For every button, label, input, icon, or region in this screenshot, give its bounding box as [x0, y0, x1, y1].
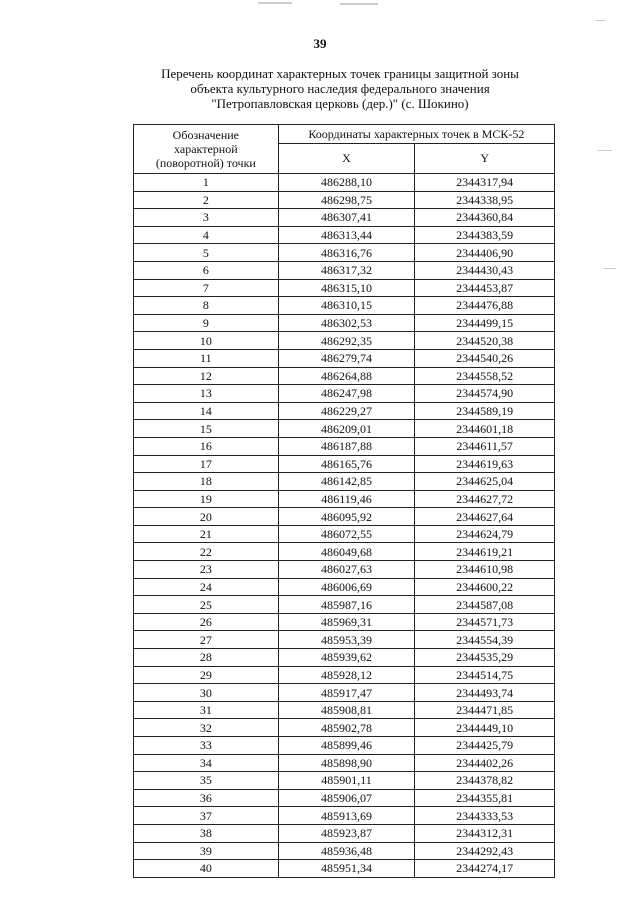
point-number-cell: 5 [134, 244, 279, 262]
y-coordinate-cell: 2344601,18 [415, 420, 555, 438]
x-coordinate-cell: 486247,98 [278, 385, 415, 403]
y-coordinate-cell: 2344610,98 [415, 561, 555, 579]
point-number-cell: 1 [134, 174, 279, 192]
x-coordinate-cell: 485951,34 [278, 860, 415, 878]
table-row [134, 473, 555, 491]
x-coordinate-cell: 486072,55 [278, 525, 415, 543]
y-coordinate-cell: 2344430,43 [415, 261, 555, 279]
x-coordinate-cell: 485987,16 [278, 596, 415, 614]
point-number-cell: 9 [134, 314, 279, 332]
table-row [134, 209, 555, 227]
table-row [134, 261, 555, 279]
scan-artifact [598, 150, 612, 151]
point-number-cell: 12 [134, 367, 279, 385]
table-row [134, 772, 555, 790]
point-number-cell: 23 [134, 561, 279, 579]
x-coordinate-cell: 486307,41 [278, 209, 415, 227]
x-coordinate-cell: 486310,15 [278, 297, 415, 315]
point-number-cell: 6 [134, 261, 279, 279]
table-row [134, 789, 555, 807]
x-coordinate-cell: 485908,81 [278, 701, 415, 719]
scan-artifact [340, 3, 378, 5]
table-row [134, 842, 555, 860]
y-coordinate-cell: 2344292,43 [415, 842, 555, 860]
x-coordinate-cell: 486288,10 [278, 174, 415, 192]
table-row [134, 666, 555, 684]
x-coordinate-cell: 486264,88 [278, 367, 415, 385]
point-number-cell: 26 [134, 613, 279, 631]
table-row [134, 314, 555, 332]
y-coordinate-cell: 2344619,21 [415, 543, 555, 561]
point-number-cell: 13 [134, 385, 279, 403]
table-row [134, 508, 555, 526]
point-number-cell: 20 [134, 508, 279, 526]
point-number-cell: 32 [134, 719, 279, 737]
point-number-cell: 36 [134, 789, 279, 807]
table-row [134, 174, 555, 192]
table-row [134, 297, 555, 315]
table-row [134, 226, 555, 244]
point-number-cell: 28 [134, 649, 279, 667]
table-row [134, 701, 555, 719]
header-point-line: характерной [174, 142, 238, 156]
table-row [134, 824, 555, 842]
y-coordinate-cell: 2344574,90 [415, 385, 555, 403]
table-row [134, 807, 555, 825]
x-coordinate-cell: 486315,10 [278, 279, 415, 297]
x-coordinate-cell: 486292,35 [278, 332, 415, 350]
x-coordinate-cell: 485953,39 [278, 631, 415, 649]
table-row [134, 649, 555, 667]
table-row [134, 385, 555, 403]
x-coordinate-cell: 486298,75 [278, 191, 415, 209]
point-number-cell: 2 [134, 191, 279, 209]
table-row [134, 437, 555, 455]
x-coordinate-cell: 486165,76 [278, 455, 415, 473]
y-coordinate-cell: 2344627,64 [415, 508, 555, 526]
point-number-cell: 21 [134, 525, 279, 543]
x-coordinate-cell: 486229,27 [278, 402, 415, 420]
table-row [134, 684, 555, 702]
point-number-cell: 31 [134, 701, 279, 719]
point-number-cell: 39 [134, 842, 279, 860]
y-coordinate-cell: 2344476,88 [415, 297, 555, 315]
table-row [134, 543, 555, 561]
table-row [134, 367, 555, 385]
table-row [134, 754, 555, 772]
x-coordinate-cell: 485913,69 [278, 807, 415, 825]
y-coordinate-cell: 2344338,95 [415, 191, 555, 209]
point-number-cell: 37 [134, 807, 279, 825]
point-number-cell: 19 [134, 490, 279, 508]
y-coordinate-cell: 2344514,75 [415, 666, 555, 684]
header-point-line: (поворотной) точки [155, 156, 256, 170]
x-coordinate-cell: 486317,32 [278, 261, 415, 279]
y-coordinate-cell: 2344499,15 [415, 314, 555, 332]
y-coordinate-cell: 2344624,79 [415, 525, 555, 543]
y-coordinate-cell: 2344589,19 [415, 402, 555, 420]
header-point [134, 125, 279, 174]
point-number-cell: 18 [134, 473, 279, 491]
x-coordinate-cell: 485902,78 [278, 719, 415, 737]
x-coordinate-cell: 486006,69 [278, 578, 415, 596]
y-coordinate-cell: 2344449,10 [415, 719, 555, 737]
x-coordinate-cell: 486027,63 [278, 561, 415, 579]
point-number-cell: 35 [134, 772, 279, 790]
table-row [134, 578, 555, 596]
x-coordinate-cell: 485969,31 [278, 613, 415, 631]
y-coordinate-cell: 2344571,73 [415, 613, 555, 631]
y-coordinate-cell: 2344425,79 [415, 737, 555, 755]
table-row [134, 332, 555, 350]
x-coordinate-cell: 486049,68 [278, 543, 415, 561]
y-coordinate-cell: 2344312,31 [415, 824, 555, 842]
scan-artifact [604, 268, 616, 269]
x-coordinate-cell: 486119,46 [278, 490, 415, 508]
table-row [134, 279, 555, 297]
point-number-cell: 16 [134, 437, 279, 455]
point-number-cell: 29 [134, 666, 279, 684]
table-row [134, 349, 555, 367]
scan-artifact [596, 20, 606, 21]
title-line: объекта культурного наследия федерального значения [190, 81, 490, 96]
x-coordinate-cell: 486095,92 [278, 508, 415, 526]
y-coordinate-cell: 2344355,81 [415, 789, 555, 807]
table-row [134, 860, 555, 878]
table-row [134, 420, 555, 438]
x-coordinate-cell: 485939,62 [278, 649, 415, 667]
point-number-cell: 8 [134, 297, 279, 315]
x-coordinate-cell: 486316,76 [278, 244, 415, 262]
table-row [134, 244, 555, 262]
table-row [134, 191, 555, 209]
y-coordinate-cell: 2344317,94 [415, 174, 555, 192]
table-row [134, 719, 555, 737]
y-coordinate-cell: 2344600,22 [415, 578, 555, 596]
point-number-cell: 3 [134, 209, 279, 227]
header-coordinates: Координаты характерных точек в МСК-52 [278, 125, 554, 144]
header-x: X [278, 144, 415, 174]
point-number-cell: 27 [134, 631, 279, 649]
y-coordinate-cell: 2344383,59 [415, 226, 555, 244]
y-coordinate-cell: 2344627,72 [415, 490, 555, 508]
title-line: Перечень координат характерных точек границы защитной зоны [161, 66, 519, 81]
y-coordinate-cell: 2344611,57 [415, 437, 555, 455]
point-number-cell: 40 [134, 860, 279, 878]
y-coordinate-cell: 2344540,26 [415, 349, 555, 367]
y-coordinate-cell: 2344625,04 [415, 473, 555, 491]
x-coordinate-cell: 485928,12 [278, 666, 415, 684]
table-body [134, 174, 555, 878]
point-number-cell: 34 [134, 754, 279, 772]
x-coordinate-cell: 485936,48 [278, 842, 415, 860]
point-number-cell: 4 [134, 226, 279, 244]
y-coordinate-cell: 2344378,82 [415, 772, 555, 790]
x-coordinate-cell: 485898,90 [278, 754, 415, 772]
point-number-cell: 25 [134, 596, 279, 614]
x-coordinate-cell: 485901,11 [278, 772, 415, 790]
point-number-cell: 11 [134, 349, 279, 367]
table-row [134, 596, 555, 614]
x-coordinate-cell: 486279,74 [278, 349, 415, 367]
table-row [134, 631, 555, 649]
table-row [134, 490, 555, 508]
table-row [134, 455, 555, 473]
y-coordinate-cell: 2344453,87 [415, 279, 555, 297]
point-number-cell: 38 [134, 824, 279, 842]
x-coordinate-cell: 486313,44 [278, 226, 415, 244]
title-line: "Петропавловская церковь (дер.)" (с. Шокино) [211, 96, 469, 111]
point-number-cell: 17 [134, 455, 279, 473]
x-coordinate-cell: 485917,47 [278, 684, 415, 702]
y-coordinate-cell: 2344520,38 [415, 332, 555, 350]
scan-artifact [258, 2, 292, 4]
coordinates-table [133, 124, 555, 878]
x-coordinate-cell: 486142,85 [278, 473, 415, 491]
point-number-cell: 22 [134, 543, 279, 561]
table-row [134, 737, 555, 755]
table-row [134, 402, 555, 420]
y-coordinate-cell: 2344493,74 [415, 684, 555, 702]
y-coordinate-cell: 2344535,29 [415, 649, 555, 667]
point-number-cell: 15 [134, 420, 279, 438]
y-coordinate-cell: 2344402,26 [415, 754, 555, 772]
page-number: 39 [313, 36, 327, 51]
y-coordinate-cell: 2344554,39 [415, 631, 555, 649]
table-row [134, 525, 555, 543]
y-coordinate-cell: 2344360,84 [415, 209, 555, 227]
table-row [134, 561, 555, 579]
point-number-cell: 24 [134, 578, 279, 596]
x-coordinate-cell: 485906,07 [278, 789, 415, 807]
table-row [134, 613, 555, 631]
x-coordinate-cell: 486187,88 [278, 437, 415, 455]
y-coordinate-cell: 2344333,53 [415, 807, 555, 825]
y-coordinate-cell: 2344274,17 [415, 860, 555, 878]
point-number-cell: 33 [134, 737, 279, 755]
y-coordinate-cell: 2344558,52 [415, 367, 555, 385]
y-coordinate-cell: 2344471,85 [415, 701, 555, 719]
y-coordinate-cell: 2344619,63 [415, 455, 555, 473]
header-y: Y [415, 144, 555, 174]
page-title [140, 66, 540, 111]
point-number-cell: 7 [134, 279, 279, 297]
point-number-cell: 30 [134, 684, 279, 702]
x-coordinate-cell: 486302,53 [278, 314, 415, 332]
x-coordinate-cell: 486209,01 [278, 420, 415, 438]
x-coordinate-cell: 485899,46 [278, 737, 415, 755]
y-coordinate-cell: 2344406,90 [415, 244, 555, 262]
point-number-cell: 10 [134, 332, 279, 350]
y-coordinate-cell: 2344587,08 [415, 596, 555, 614]
point-number-cell: 14 [134, 402, 279, 420]
x-coordinate-cell: 485923,87 [278, 824, 415, 842]
header-point-line: Обозначение [172, 128, 239, 142]
